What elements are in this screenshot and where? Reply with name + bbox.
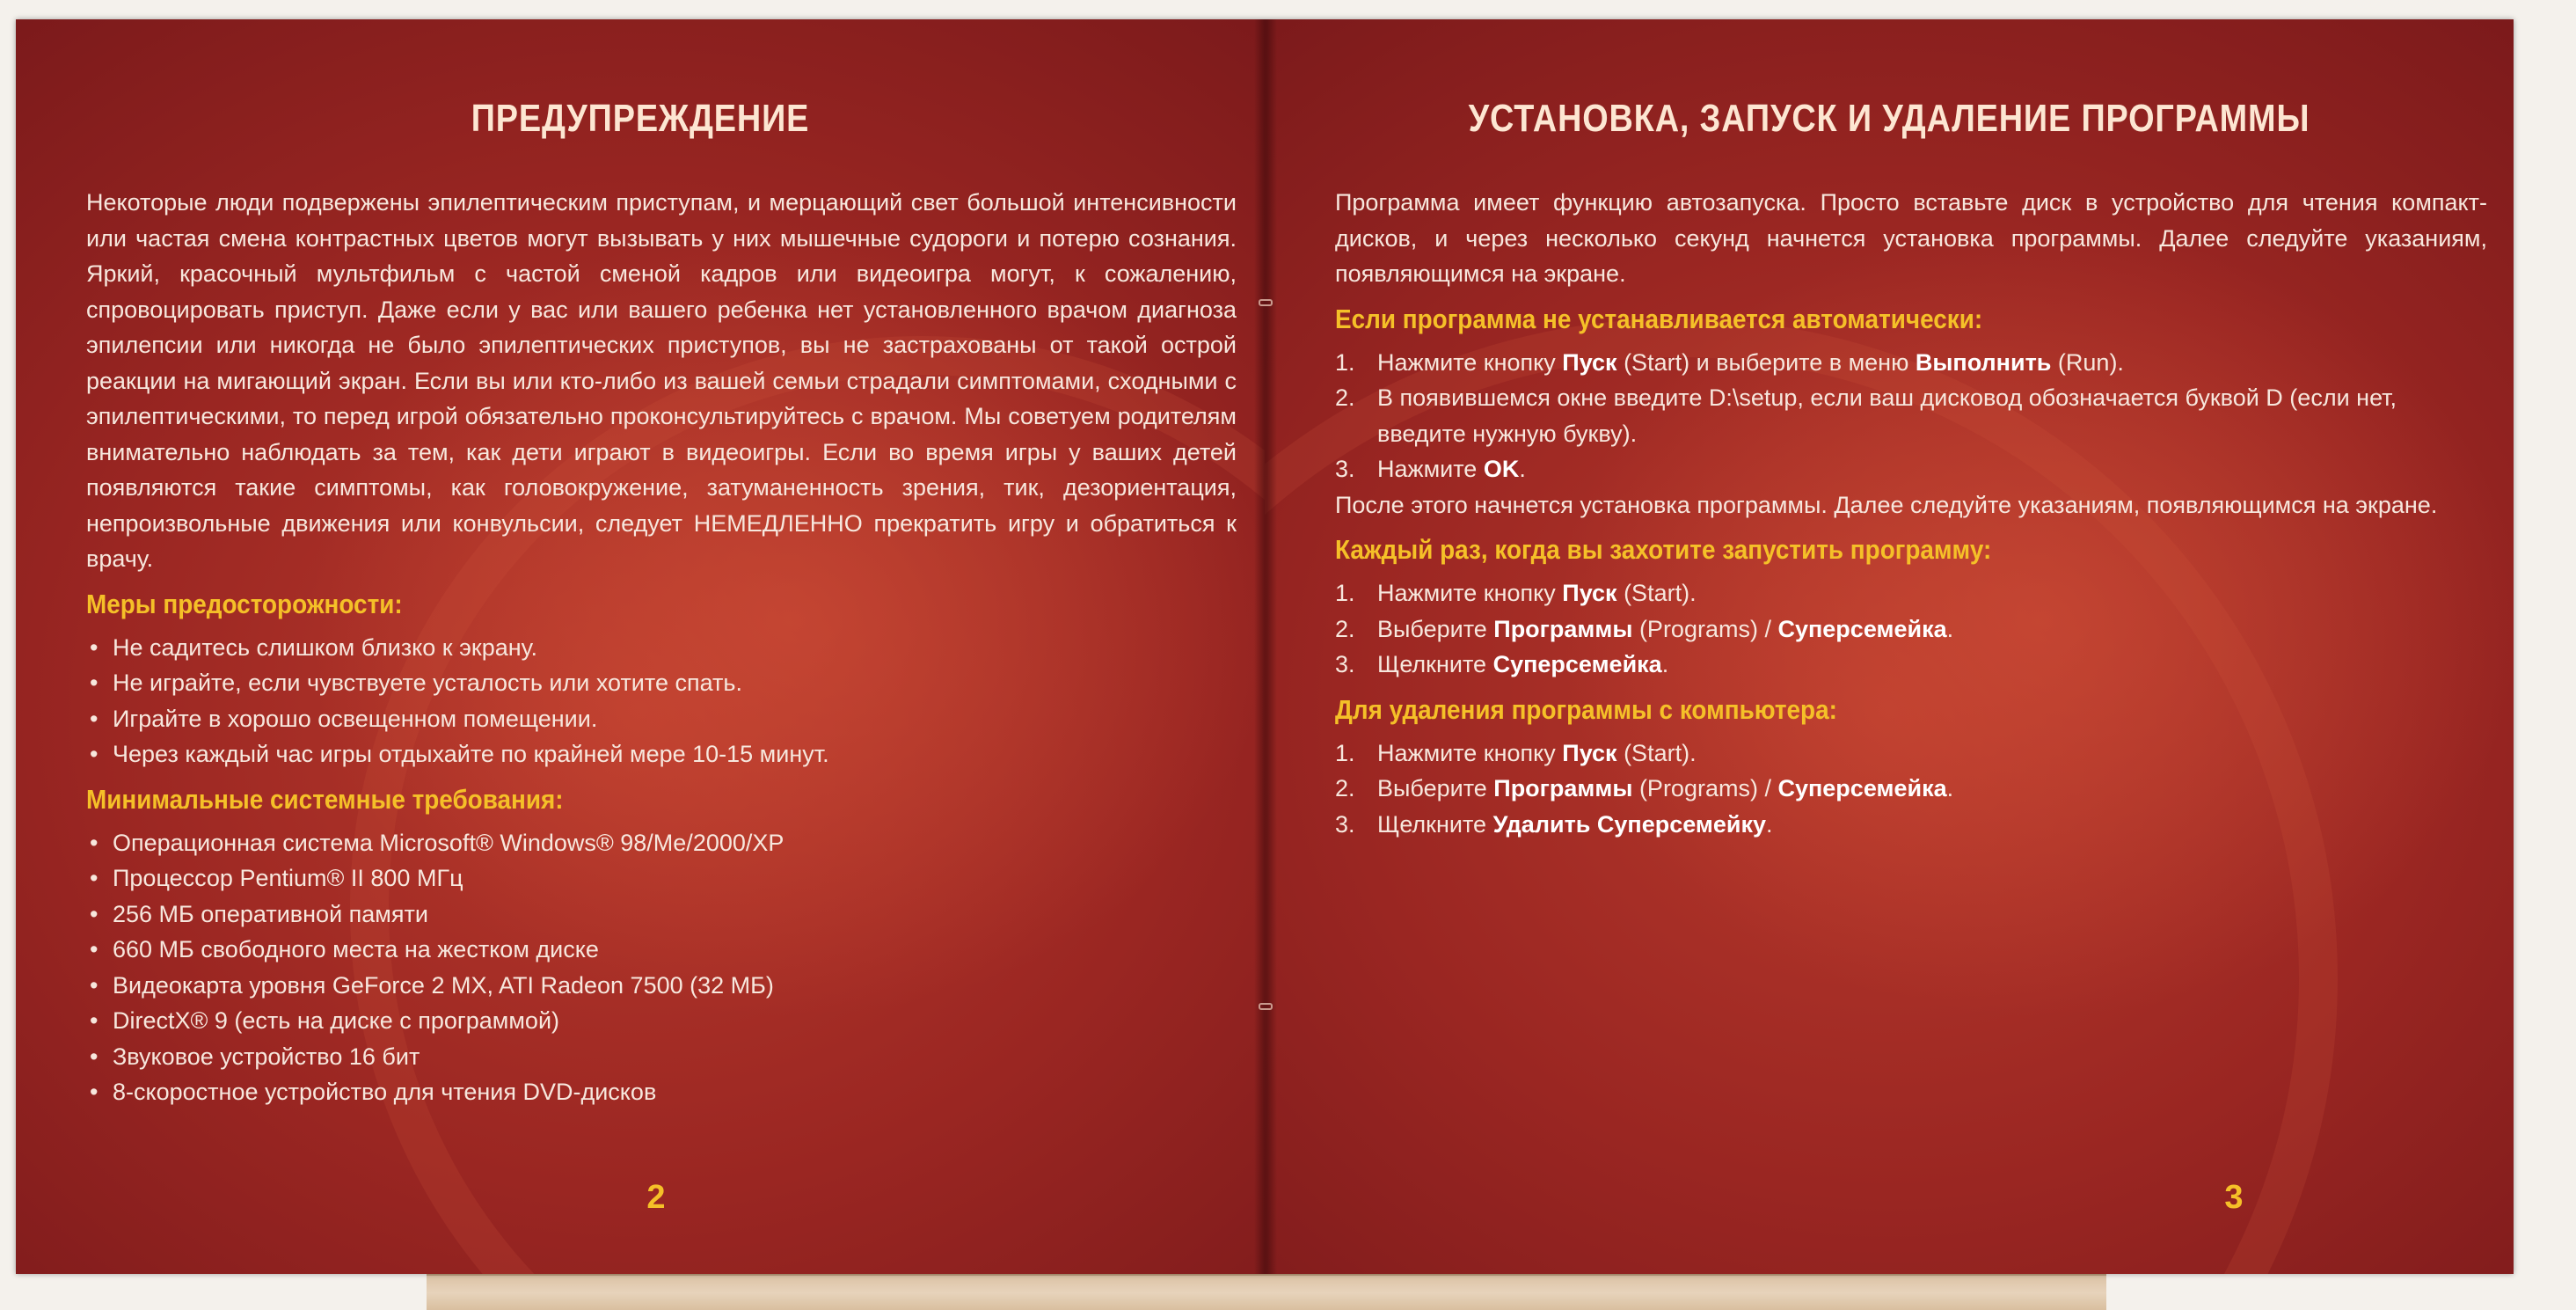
list-item: • Звуковое устройство 16 бит bbox=[86, 1039, 1237, 1075]
intro-paragraph: Программа имеет функцию автозапуска. Просто вставьте диск в устройство для чтения компакт-дисков, и через несколько секунд начнется установка программы. Далее следуйте указаниям, появляющимся на экране. bbox=[1335, 189, 2487, 287]
install-content bbox=[1335, 185, 2487, 842]
step-text: (Run). bbox=[2051, 348, 2124, 376]
step-item bbox=[1335, 611, 2487, 648]
step-text: (Start). bbox=[1616, 580, 1697, 606]
list-item: • Играйте в хорошо освещенном помещении. bbox=[86, 701, 1237, 737]
step-item bbox=[1335, 575, 2487, 611]
bold-term: Пуск bbox=[1562, 348, 1617, 376]
step-number: 3. bbox=[1335, 651, 1355, 677]
step-item bbox=[1335, 451, 2487, 487]
step-item bbox=[1335, 647, 2487, 683]
page-title: УСТАНОВКА, ЗАПУСК И УДАЛЕНИЕ ПРОГРАММЫ bbox=[1468, 97, 2310, 140]
list-item: • Процессор Pentium® II 800 МГц bbox=[86, 860, 1237, 897]
step-number: 1. bbox=[1335, 580, 1355, 606]
bold-term: Удалить Суперсемейку bbox=[1492, 810, 1767, 838]
step-item bbox=[1335, 771, 2487, 807]
step-item bbox=[1335, 345, 2487, 381]
bold-term: Пуск bbox=[1562, 580, 1617, 606]
step-number: 1. bbox=[1335, 739, 1355, 766]
step-text: Нажмите bbox=[1377, 456, 1484, 482]
booklet-spread bbox=[16, 19, 2514, 1274]
step-text: (Start) и выберите в меню bbox=[1616, 348, 1916, 376]
uninstall-heading: Для удаления программы с компьютера: bbox=[1335, 693, 1837, 725]
booklet-spine bbox=[1254, 19, 1277, 1274]
step-number: 2. bbox=[1335, 384, 1355, 411]
step-number: 2. bbox=[1335, 615, 1355, 642]
after-install-paragraph: После этого начнется установка программы. Далее следуйте указаниям, появляющимся на экране. bbox=[1335, 491, 2438, 518]
precautions-list bbox=[86, 630, 1237, 772]
uninstall-steps bbox=[1335, 736, 2487, 843]
step-item bbox=[1335, 807, 2487, 843]
bold-term: Суперсемейка bbox=[1492, 651, 1662, 677]
step-item bbox=[1335, 380, 2487, 451]
step-text: . bbox=[1661, 651, 1669, 677]
step-text: Нажмите кнопку bbox=[1377, 348, 1563, 376]
list-item: • 660 МБ свободного места на жестком диске bbox=[86, 932, 1237, 968]
step-text: . bbox=[1946, 615, 1954, 642]
step-text: . bbox=[1766, 810, 1773, 838]
bold-term: Выполнить bbox=[1915, 348, 2052, 376]
list-item: • Не играйте, если чувствуете усталость или хотите спать. bbox=[86, 665, 1237, 701]
list-item: • DirectX® 9 (есть на диске с программой) bbox=[86, 1003, 1237, 1039]
step-text: . bbox=[1519, 456, 1526, 482]
step-text: В появившемся окне введите D:\setup, если ваш дисковод обозначается буквой D (если нет, введите нужную букву). bbox=[1377, 384, 2397, 447]
page-title: ПРЕДУПРЕЖДЕНИЕ bbox=[471, 97, 810, 140]
step-text: (Programs) / bbox=[1632, 615, 1778, 642]
bold-term: Суперсемейка bbox=[1777, 615, 1947, 642]
step-text: Щелкните bbox=[1377, 651, 1493, 677]
manual-install-heading: Если программа не устанавливается автоматически: bbox=[1335, 303, 1983, 334]
step-text: (Start). bbox=[1616, 739, 1697, 766]
right-page bbox=[1265, 19, 2514, 1274]
step-text: Выберите bbox=[1377, 775, 1494, 801]
warning-content bbox=[86, 185, 1237, 1110]
wooden-surface bbox=[427, 1274, 2106, 1310]
staple bbox=[1259, 299, 1273, 306]
step-text: Щелкните bbox=[1377, 810, 1493, 838]
step-text: (Programs) / bbox=[1632, 775, 1778, 801]
bold-term: OK bbox=[1483, 456, 1520, 482]
list-item: • Операционная система Microsoft® Windows® 98/Me/2000/XP bbox=[86, 825, 1237, 861]
step-number: 1. bbox=[1335, 348, 1355, 376]
step-number: 2. bbox=[1335, 775, 1355, 801]
list-item: • Не садитесь слишком близко к экрану. bbox=[86, 630, 1237, 666]
step-number: 3. bbox=[1335, 456, 1355, 482]
launch-steps bbox=[1335, 575, 2487, 683]
launch-heading: Каждый раз, когда вы захотите запустить программу: bbox=[1335, 534, 1992, 565]
list-item: • Видеокарта уровня GeForce 2 MX, ATI Radeon 7500 (32 МБ) bbox=[86, 968, 1237, 1004]
step-text: . bbox=[1946, 775, 1954, 801]
page-number: 3 bbox=[2224, 1179, 2244, 1216]
page-number: 2 bbox=[646, 1179, 666, 1216]
bold-term: Суперсемейка bbox=[1777, 775, 1947, 801]
staple bbox=[1259, 1003, 1273, 1010]
warning-paragraph: Некоторые люди подвержены эпилептическим приступам, и мерцающий свет большой интенсивности или частая смена контрастных цветов могут вызывать у них мышечные судороги и потерю сознания. Яркий, красочный мультфильм с частой сменой кадров или видеоигра могут, к сожалению, спровоцировать приступ. Даже если у вас или вашего ребенка нет установленного врачом диагноза эпилепсии или никогда не было эпилептических приступов, вы не застрахованы от такой острой реакции на мигающий экран. Если вы или кто-либо из вашей семьи страдали симптомами, сходными с эпилептическими, то перед игрой обязательно проконсультируйтесь с врачом. Мы советуем родителям внимательно наблюдать за тем, как дети играют в видеоигры. Если во время игры у ваших детей появляются такие симптомы, как головокружение, затуманенность зрения, тик, дезориентация, непроизвольные движения или конвульсии, следует НЕМЕДЛЕННО прекратить игру и обратиться к врачу. bbox=[86, 189, 1237, 572]
step-number: 3. bbox=[1335, 810, 1355, 838]
bold-term: Программы bbox=[1493, 615, 1633, 642]
step-item bbox=[1335, 736, 2487, 772]
bold-term: Пуск bbox=[1562, 739, 1617, 766]
manual-install-steps bbox=[1335, 345, 2487, 487]
requirements-list bbox=[86, 825, 1237, 1110]
list-item: • 8-скоростное устройство для чтения DVD-дисков bbox=[86, 1074, 1237, 1110]
requirements-heading: Минимальные системные требования: bbox=[86, 783, 564, 815]
bold-term: Программы bbox=[1493, 775, 1633, 801]
step-text: Нажмите кнопку bbox=[1377, 580, 1563, 606]
left-page bbox=[16, 19, 1265, 1274]
step-text: Выберите bbox=[1377, 615, 1494, 642]
list-item: • Через каждый час игры отдыхайте по крайней мере 10-15 минут. bbox=[86, 736, 1237, 772]
step-text: Нажмите кнопку bbox=[1377, 739, 1563, 766]
precautions-heading: Меры предосторожности: bbox=[86, 588, 403, 619]
list-item: • 256 МБ оперативной памяти bbox=[86, 897, 1237, 933]
